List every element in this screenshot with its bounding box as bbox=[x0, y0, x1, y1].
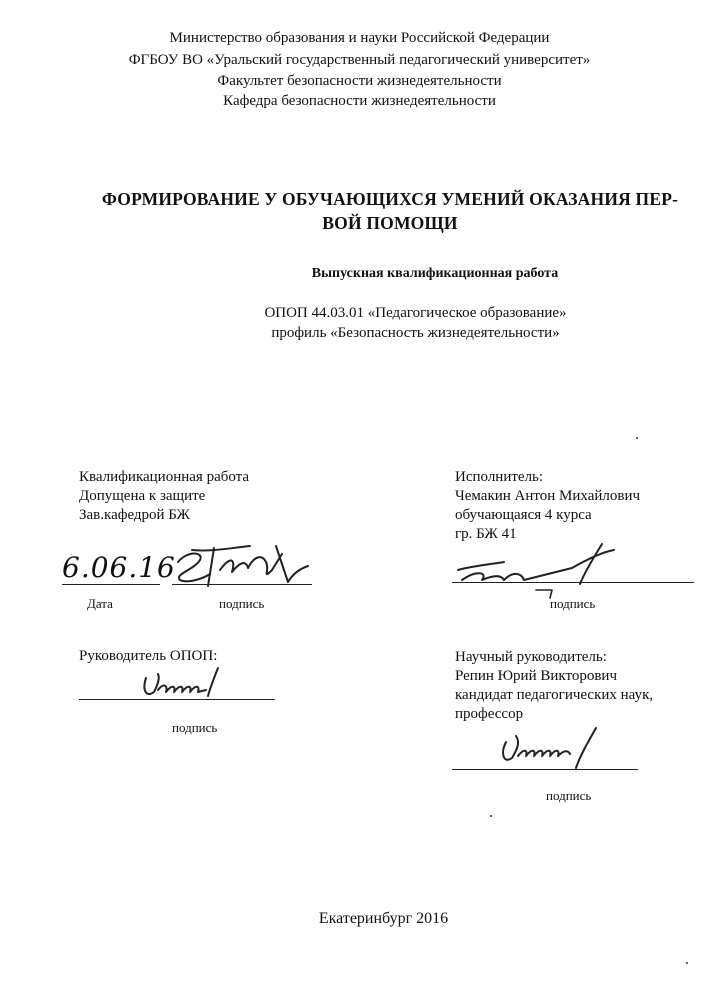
executor-signature-caption: подпись bbox=[550, 596, 596, 611]
approval-signature-caption: подпись bbox=[219, 596, 265, 611]
faculty-line: Факультет безопасности жизнедеятельности bbox=[217, 73, 502, 89]
executor-course: обучающаяся 4 курса bbox=[455, 507, 592, 523]
executor-group: гр. БЖ 41 bbox=[455, 526, 517, 542]
thesis-title-line-2: ВОЙ ПОМОЩИ bbox=[322, 213, 458, 233]
supervisor-signature-caption: подпись bbox=[546, 788, 592, 803]
university-line: ФГБОУ ВО «Уральский государственный педагогический университет» bbox=[128, 52, 591, 68]
executor-label: Исполнитель: bbox=[455, 469, 544, 485]
scan-speck bbox=[636, 437, 638, 439]
approval-line-1: Квалификационная работа bbox=[79, 469, 250, 485]
approval-line-3: Зав.кафедрой БЖ bbox=[79, 507, 190, 523]
executor-signature bbox=[452, 540, 632, 604]
city-year: Екатеринбург 2016 bbox=[318, 910, 449, 927]
department-line: Кафедра безопасности жизнедеятельности bbox=[223, 93, 496, 109]
work-type: Выпускная квалификационная работа bbox=[311, 266, 559, 281]
supervisor-degree: кандидат педагогических наук, bbox=[455, 687, 654, 703]
program-profile: профиль «Безопасность жизнедеятельности» bbox=[271, 325, 560, 341]
program-code: ОПОП 44.03.01 «Педагогическое образование» bbox=[264, 305, 567, 321]
supervisor-label: Научный руководитель: bbox=[455, 649, 607, 665]
approval-line-2: Допущена к защите bbox=[79, 488, 206, 504]
date-line bbox=[62, 584, 160, 585]
date-caption: Дата bbox=[87, 596, 113, 611]
ministry-line: Министерство образования и науки Российской Федерации bbox=[169, 30, 550, 46]
handwritten-date: 6.06.16 bbox=[62, 551, 176, 584]
executor-name: Чемакин Антон Михайлович bbox=[455, 488, 641, 504]
scan-speck bbox=[490, 815, 492, 817]
supervisor-name: Репин Юрий Викторович bbox=[455, 668, 617, 684]
supervisor-signature bbox=[498, 724, 608, 774]
scan-speck bbox=[686, 962, 688, 964]
opop-head-signature bbox=[140, 664, 230, 704]
department-head-signature bbox=[170, 540, 310, 590]
supervisor-title: профессор bbox=[455, 706, 524, 722]
opop-head-signature-caption: подпись bbox=[172, 720, 218, 735]
thesis-title-line-1: ФОРМИРОВАНИЕ У ОБУЧАЮЩИХСЯ УМЕНИЙ ОКАЗАНИЯ ПЕР- bbox=[101, 189, 679, 209]
opop-head-label: Руководитель ОПОП: bbox=[79, 648, 218, 664]
